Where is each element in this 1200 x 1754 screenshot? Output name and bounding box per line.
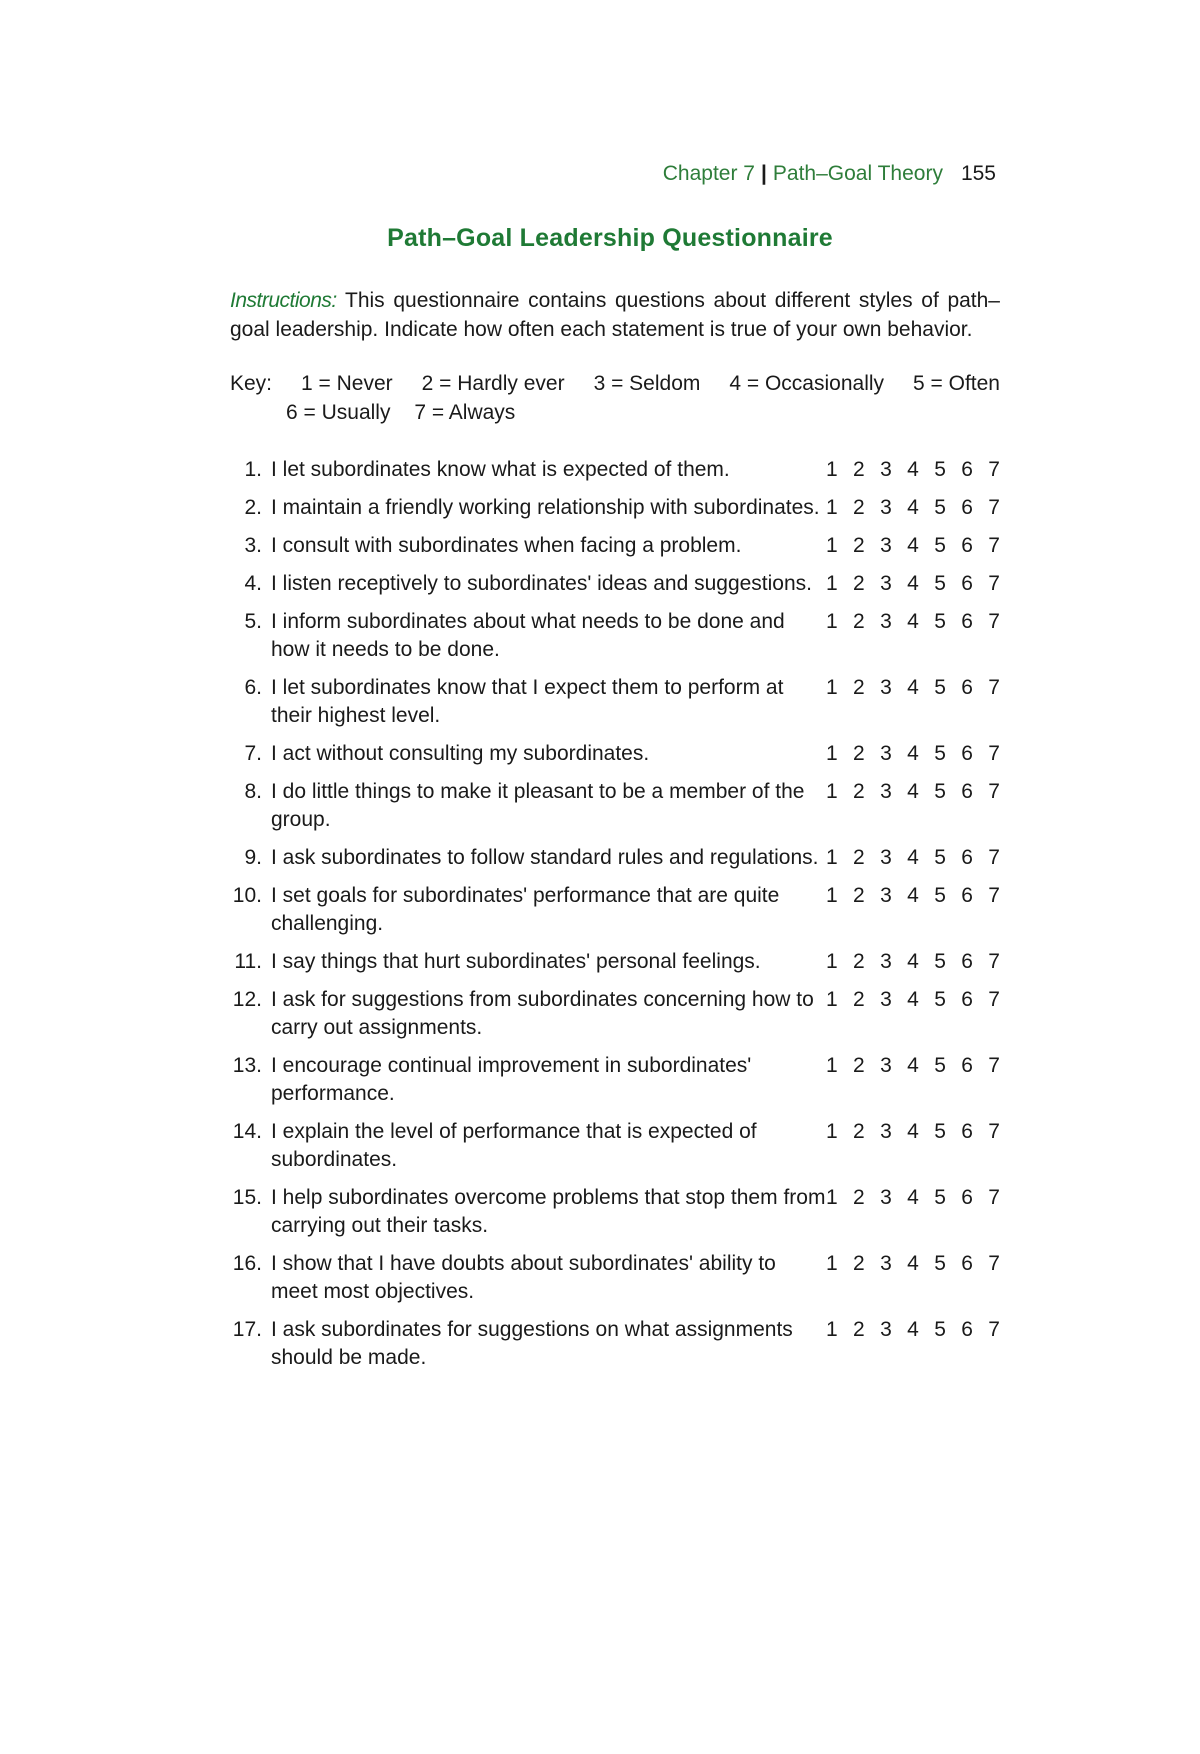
question-number: 8. bbox=[244, 780, 262, 803]
rating-option[interactable]: 1 bbox=[826, 1252, 838, 1275]
rating-option[interactable]: 7 bbox=[988, 610, 1000, 633]
rating-option[interactable]: 4 bbox=[907, 1252, 919, 1275]
rating-option[interactable]: 3 bbox=[880, 1054, 892, 1077]
key-entry: 7 = Always bbox=[414, 401, 516, 424]
question-text: I encourage continual improvement in subordinates' performance. bbox=[271, 1054, 752, 1105]
question-number: 4. bbox=[244, 572, 262, 595]
rating-option[interactable]: 7 bbox=[988, 1252, 1000, 1275]
rating-option[interactable]: 2 bbox=[853, 1120, 865, 1143]
rating-option[interactable]: 5 bbox=[934, 1252, 946, 1275]
question-number: 13. bbox=[232, 1054, 262, 1077]
key-entry: 2 = Hardly ever bbox=[421, 372, 565, 395]
rating-option[interactable]: 5 bbox=[934, 988, 946, 1011]
question-item bbox=[228, 1250, 1000, 1306]
rating-option[interactable]: 5 bbox=[934, 846, 946, 869]
rating-option[interactable]: 1 bbox=[826, 780, 838, 803]
question-text: I inform subordinates about what needs to be done and how it needs to be done. bbox=[271, 610, 785, 661]
rating-option[interactable]: 6 bbox=[961, 610, 973, 633]
rating-option[interactable]: 5 bbox=[934, 780, 946, 803]
rating-scale bbox=[826, 456, 1000, 484]
rating-option[interactable]: 5 bbox=[934, 1120, 946, 1143]
rating-option[interactable]: 5 bbox=[934, 1186, 946, 1209]
rating-scale bbox=[826, 1118, 1000, 1174]
rating-option[interactable]: 7 bbox=[988, 458, 1000, 481]
key-label: Key: bbox=[230, 372, 273, 395]
instructions bbox=[230, 286, 1000, 344]
rating-option[interactable]: 3 bbox=[880, 458, 892, 481]
rating-option[interactable]: 5 bbox=[934, 458, 946, 481]
rating-option[interactable]: 4 bbox=[907, 610, 919, 633]
rating-option[interactable]: 2 bbox=[853, 496, 865, 519]
rating-option[interactable]: 3 bbox=[880, 988, 892, 1011]
rating-option[interactable]: 2 bbox=[853, 950, 865, 973]
rating-option[interactable]: 3 bbox=[880, 846, 892, 869]
instructions-label: Instructions: bbox=[230, 289, 337, 312]
rating-option[interactable]: 5 bbox=[934, 1318, 946, 1341]
rating-option[interactable]: 3 bbox=[880, 1186, 892, 1209]
rating-option[interactable]: 1 bbox=[826, 1318, 838, 1341]
rating-option[interactable]: 7 bbox=[988, 988, 1000, 1011]
rating-scale bbox=[826, 948, 1000, 976]
section-label: Path–Goal Theory bbox=[772, 162, 943, 185]
rating-option[interactable]: 4 bbox=[907, 950, 919, 973]
rating-option[interactable]: 4 bbox=[907, 534, 919, 557]
question-number: 15. bbox=[232, 1186, 262, 1209]
rating-option[interactable]: 5 bbox=[934, 884, 946, 907]
rating-option[interactable]: 6 bbox=[961, 676, 973, 699]
rating-option[interactable]: 4 bbox=[907, 676, 919, 699]
rating-option[interactable]: 4 bbox=[907, 572, 919, 595]
key-entry: 3 = Seldom bbox=[593, 372, 701, 395]
question-text: I ask for suggestions from subordinates concerning how to carry out assignments. bbox=[271, 988, 814, 1039]
key-entry: 5 = Often bbox=[913, 372, 1000, 395]
question-item bbox=[228, 778, 1000, 834]
question-number: 12. bbox=[232, 988, 262, 1011]
question-number: 2. bbox=[244, 496, 262, 519]
rating-option[interactable]: 2 bbox=[853, 1054, 865, 1077]
rating-option[interactable]: 6 bbox=[961, 1186, 973, 1209]
rating-option[interactable]: 2 bbox=[853, 846, 865, 869]
rating-option[interactable]: 1 bbox=[826, 1120, 838, 1143]
rating-option[interactable]: 3 bbox=[880, 572, 892, 595]
rating-option[interactable]: 6 bbox=[961, 884, 973, 907]
key-entry: 4 = Occasionally bbox=[729, 372, 885, 395]
rating-scale bbox=[826, 1250, 1000, 1306]
question-text: I ask subordinates to follow standard rules and regulations. bbox=[271, 846, 819, 869]
rating-option[interactable]: 4 bbox=[907, 846, 919, 869]
question-number: 7. bbox=[244, 742, 262, 765]
rating-option[interactable]: 4 bbox=[907, 884, 919, 907]
rating-scale bbox=[826, 532, 1000, 560]
question-item bbox=[228, 740, 1000, 768]
rating-option[interactable]: 2 bbox=[853, 988, 865, 1011]
rating-option[interactable]: 7 bbox=[988, 742, 1000, 765]
rating-option[interactable]: 7 bbox=[988, 780, 1000, 803]
rating-option[interactable]: 6 bbox=[961, 1252, 973, 1275]
rating-option[interactable]: 2 bbox=[853, 1186, 865, 1209]
rating-option[interactable]: 5 bbox=[934, 950, 946, 973]
rating-option[interactable]: 4 bbox=[907, 458, 919, 481]
rating-option[interactable]: 2 bbox=[853, 572, 865, 595]
question-item bbox=[228, 456, 1000, 484]
key-entry: 1 = Never bbox=[301, 372, 393, 395]
rating-option[interactable]: 2 bbox=[853, 1318, 865, 1341]
rating-option[interactable]: 5 bbox=[934, 676, 946, 699]
question-text: I explain the level of performance that is expected of subordinates. bbox=[271, 1120, 757, 1171]
rating-option[interactable]: 1 bbox=[826, 610, 838, 633]
rating-scale bbox=[826, 570, 1000, 598]
rating-option[interactable]: 6 bbox=[961, 534, 973, 557]
question-number: 6. bbox=[244, 676, 262, 699]
rating-option[interactable]: 3 bbox=[880, 1318, 892, 1341]
rating-option[interactable]: 2 bbox=[853, 780, 865, 803]
rating-scale bbox=[826, 882, 1000, 938]
rating-option[interactable]: 5 bbox=[934, 572, 946, 595]
rating-scale bbox=[826, 494, 1000, 522]
question-number: 11. bbox=[234, 950, 262, 973]
page-title: Path–Goal Leadership Questionnaire bbox=[387, 224, 833, 252]
rating-option[interactable]: 3 bbox=[880, 780, 892, 803]
question-item bbox=[228, 532, 1000, 560]
rating-option[interactable]: 6 bbox=[961, 846, 973, 869]
question-number: 16. bbox=[232, 1252, 262, 1275]
rating-option[interactable]: 6 bbox=[961, 1318, 973, 1341]
question-item bbox=[228, 1052, 1000, 1108]
rating-option[interactable]: 1 bbox=[826, 1186, 838, 1209]
question-text: I help subordinates overcome problems that stop them from carrying out their tasks. bbox=[271, 1186, 826, 1237]
rating-option[interactable]: 1 bbox=[826, 988, 838, 1011]
header-separator: | bbox=[761, 162, 767, 185]
rating-option[interactable]: 3 bbox=[880, 1252, 892, 1275]
rating-option[interactable]: 2 bbox=[853, 1252, 865, 1275]
rating-option[interactable]: 5 bbox=[934, 742, 946, 765]
rating-option[interactable]: 1 bbox=[826, 742, 838, 765]
key-entry: 6 = Usually bbox=[286, 401, 391, 424]
question-text: I let subordinates know what is expected of them. bbox=[271, 458, 730, 481]
rating-scale bbox=[826, 608, 1000, 664]
rating-option[interactable]: 7 bbox=[988, 950, 1000, 973]
question-text: I ask subordinates for suggestions on what assignments should be made. bbox=[271, 1318, 793, 1369]
rating-option[interactable]: 4 bbox=[907, 496, 919, 519]
question-text: I say things that hurt subordinates' personal feelings. bbox=[271, 950, 761, 973]
rating-scale bbox=[826, 674, 1000, 730]
question-text: I set goals for subordinates' performance that are quite challenging. bbox=[271, 884, 780, 935]
rating-option[interactable]: 4 bbox=[907, 988, 919, 1011]
question-text: I consult with subordinates when facing a problem. bbox=[271, 534, 742, 557]
question-list bbox=[228, 456, 1000, 1382]
question-number: 10. bbox=[232, 884, 262, 907]
question-item bbox=[228, 882, 1000, 938]
question-item bbox=[228, 986, 1000, 1042]
rating-option[interactable]: 5 bbox=[934, 496, 946, 519]
question-text: I act without consulting my subordinates. bbox=[271, 742, 650, 765]
rating-option[interactable]: 6 bbox=[961, 742, 973, 765]
rating-option[interactable]: 2 bbox=[853, 610, 865, 633]
question-item bbox=[228, 1118, 1000, 1174]
rating-option[interactable]: 2 bbox=[853, 884, 865, 907]
rating-option[interactable]: 4 bbox=[907, 1318, 919, 1341]
rating-option[interactable]: 6 bbox=[961, 780, 973, 803]
rating-option[interactable]: 4 bbox=[907, 742, 919, 765]
rating-option[interactable]: 3 bbox=[880, 610, 892, 633]
rating-scale bbox=[826, 778, 1000, 834]
rating-scale bbox=[826, 986, 1000, 1042]
rating-option[interactable]: 1 bbox=[826, 884, 838, 907]
rating-option[interactable]: 7 bbox=[988, 534, 1000, 557]
rating-option[interactable]: 3 bbox=[880, 496, 892, 519]
rating-option[interactable]: 2 bbox=[853, 458, 865, 481]
rating-option[interactable]: 4 bbox=[907, 1186, 919, 1209]
question-item bbox=[228, 570, 1000, 598]
question-number: 9. bbox=[244, 846, 262, 869]
question-item bbox=[228, 948, 1000, 976]
question-number: 1. bbox=[244, 458, 262, 481]
rating-option[interactable]: 1 bbox=[826, 458, 838, 481]
question-number: 3. bbox=[244, 534, 262, 557]
rating-option[interactable]: 7 bbox=[988, 1318, 1000, 1341]
rating-option[interactable]: 1 bbox=[826, 846, 838, 869]
rating-option[interactable]: 7 bbox=[988, 1186, 1000, 1209]
question-number: 17. bbox=[232, 1318, 262, 1341]
rating-option[interactable]: 4 bbox=[907, 1120, 919, 1143]
rating-option[interactable]: 7 bbox=[988, 1120, 1000, 1143]
rating-option[interactable]: 7 bbox=[988, 572, 1000, 595]
rating-option[interactable]: 6 bbox=[961, 496, 973, 519]
rating-option[interactable]: 1 bbox=[826, 572, 838, 595]
rating-option[interactable]: 6 bbox=[961, 1120, 973, 1143]
question-item bbox=[228, 674, 1000, 730]
rating-option[interactable]: 7 bbox=[988, 884, 1000, 907]
question-item bbox=[228, 608, 1000, 664]
rating-scale bbox=[826, 1184, 1000, 1240]
rating-option[interactable]: 3 bbox=[880, 1120, 892, 1143]
rating-option[interactable]: 3 bbox=[880, 534, 892, 557]
rating-option[interactable]: 5 bbox=[934, 534, 946, 557]
rating-option[interactable]: 6 bbox=[961, 458, 973, 481]
rating-option[interactable]: 2 bbox=[853, 742, 865, 765]
page-number: 155 bbox=[960, 162, 996, 185]
rating-scale bbox=[826, 1316, 1000, 1372]
question-text: I show that I have doubts about subordinates' ability to meet most objectives. bbox=[271, 1252, 776, 1303]
rating-option[interactable]: 1 bbox=[826, 534, 838, 557]
rating-option[interactable]: 6 bbox=[961, 988, 973, 1011]
running-head bbox=[663, 162, 996, 186]
rating-option[interactable]: 6 bbox=[961, 950, 973, 973]
rating-option[interactable]: 1 bbox=[826, 950, 838, 973]
rating-option[interactable]: 2 bbox=[853, 534, 865, 557]
question-item bbox=[228, 844, 1000, 872]
rating-key bbox=[230, 369, 1000, 427]
rating-option[interactable]: 3 bbox=[880, 676, 892, 699]
instructions-text: This questionnaire contains questions about different styles of path–goal leadership. Indicate how often each statement is true of your own behavior. bbox=[230, 289, 1000, 341]
chapter-label: Chapter 7 bbox=[662, 162, 755, 185]
question-item bbox=[228, 1184, 1000, 1240]
question-number: 5. bbox=[244, 610, 262, 633]
rating-option[interactable]: 6 bbox=[961, 1054, 973, 1077]
rating-option[interactable]: 5 bbox=[934, 610, 946, 633]
rating-option[interactable]: 3 bbox=[880, 884, 892, 907]
question-text: I let subordinates know that I expect them to perform at their highest level. bbox=[271, 676, 784, 727]
rating-option[interactable]: 3 bbox=[880, 950, 892, 973]
rating-option[interactable]: 1 bbox=[826, 676, 838, 699]
rating-option[interactable]: 1 bbox=[826, 496, 838, 519]
rating-option[interactable]: 7 bbox=[988, 1054, 1000, 1077]
rating-option[interactable]: 7 bbox=[988, 846, 1000, 869]
rating-option[interactable]: 4 bbox=[907, 780, 919, 803]
rating-option[interactable]: 6 bbox=[961, 572, 973, 595]
rating-scale bbox=[826, 844, 1000, 872]
rating-scale bbox=[826, 740, 1000, 768]
question-number: 14. bbox=[232, 1120, 262, 1143]
rating-option[interactable]: 2 bbox=[853, 676, 865, 699]
rating-option[interactable]: 5 bbox=[934, 1054, 946, 1077]
question-item bbox=[228, 1316, 1000, 1372]
question-text: I listen receptively to subordinates' ideas and suggestions. bbox=[271, 572, 812, 595]
rating-option[interactable]: 7 bbox=[988, 676, 1000, 699]
rating-option[interactable]: 7 bbox=[988, 496, 1000, 519]
question-text: I do little things to make it pleasant to be a member of the group. bbox=[271, 780, 805, 831]
rating-scale bbox=[826, 1052, 1000, 1108]
rating-option[interactable]: 4 bbox=[907, 1054, 919, 1077]
rating-option[interactable]: 3 bbox=[880, 742, 892, 765]
rating-option[interactable]: 1 bbox=[826, 1054, 838, 1077]
question-text: I maintain a friendly working relationship with subordinates. bbox=[271, 496, 820, 519]
question-item bbox=[228, 494, 1000, 522]
